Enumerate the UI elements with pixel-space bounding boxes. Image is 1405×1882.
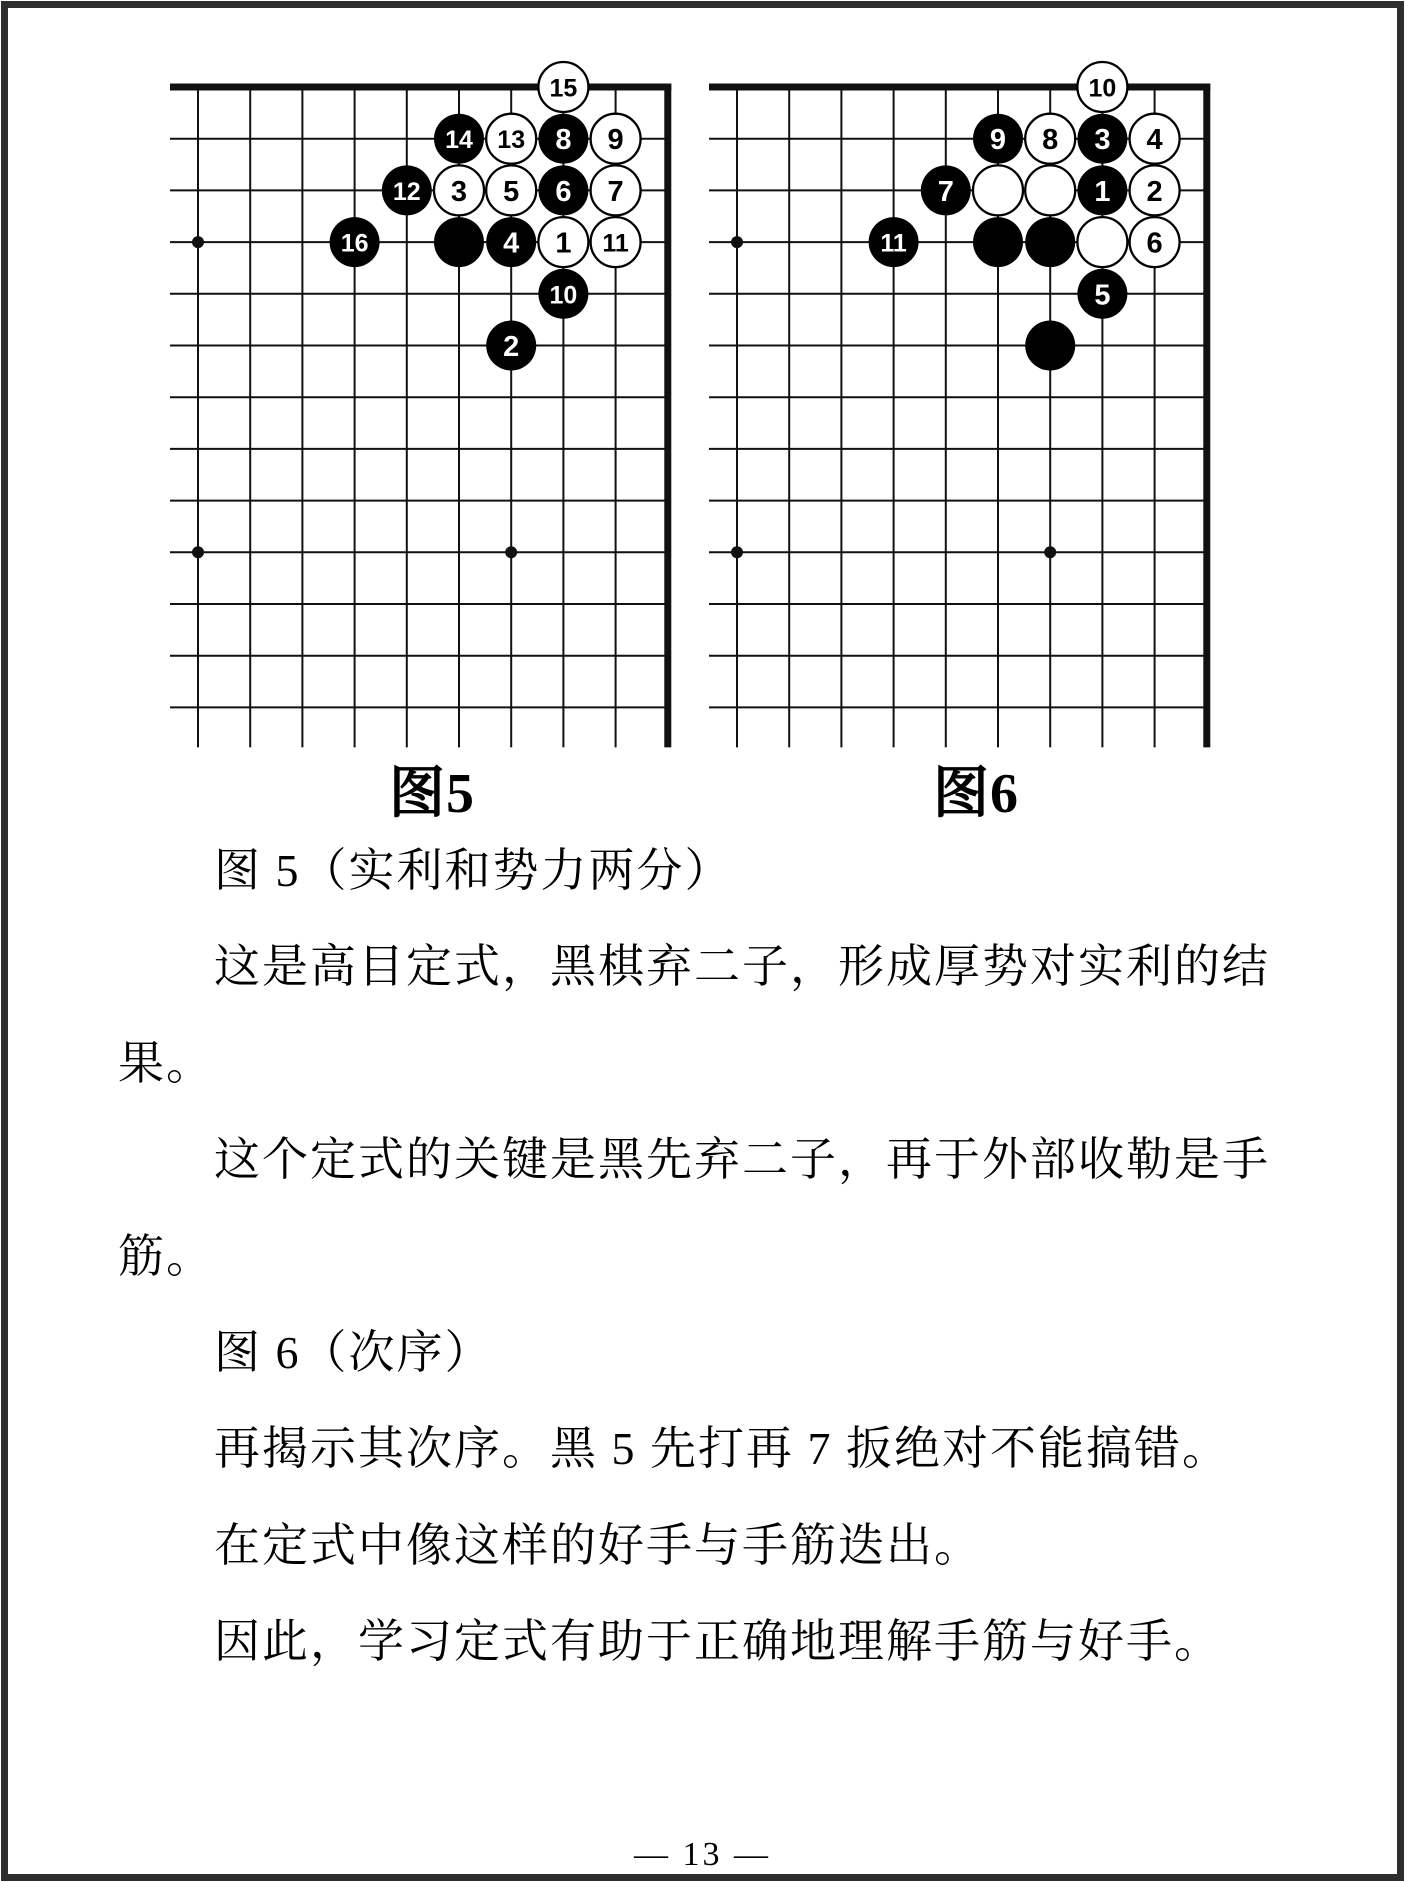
stone-number: 5 <box>503 175 520 208</box>
go-diagram-5 <box>168 57 676 751</box>
body-text-line: 这是高目定式，黑棋弃二子，形成厚势对实利的结 <box>214 941 1270 992</box>
stone-number: 9 <box>607 124 624 157</box>
go-diagram-6 <box>707 57 1215 751</box>
body-text-line: 图 5（实利和势力两分） <box>214 845 733 896</box>
body-text-line: 在定式中像这样的好手与手筋迭出。 <box>214 1520 982 1571</box>
stone-number: 8 <box>1042 124 1059 157</box>
stone-number: 14 <box>445 126 473 155</box>
stone-number: 8 <box>555 124 572 157</box>
go-stone-black-plain <box>1025 320 1075 370</box>
body-text-line: 这个定式的关键是黑先弃二子，再于外部收勒是手 <box>214 1134 1270 1185</box>
stone-number: 1 <box>555 227 572 260</box>
stone-number: 10 <box>549 281 578 310</box>
stone-number: 6 <box>555 175 572 208</box>
diagram-5-caption: 图5 <box>389 763 475 825</box>
body-text-line: 果。 <box>118 1038 214 1089</box>
stone-number: 2 <box>1146 175 1163 208</box>
body-text-line: 筋。 <box>118 1231 214 1282</box>
star-point <box>192 236 204 248</box>
stone-number: 10 <box>1088 74 1117 103</box>
go-stone-white-plain <box>973 165 1023 215</box>
stone-number: 11 <box>880 229 907 258</box>
go-stone-white-plain <box>1077 217 1127 267</box>
stone-number: 11 <box>602 229 629 258</box>
stone-number: 16 <box>340 229 369 258</box>
stone-number: 3 <box>450 175 468 208</box>
stone-number: 4 <box>503 227 520 260</box>
stone-number: 5 <box>1094 279 1111 312</box>
stone-number: 4 <box>1146 124 1163 157</box>
go-stone-black-plain <box>973 217 1023 267</box>
star-point <box>1044 546 1056 558</box>
stone-number: 1 <box>1094 175 1111 208</box>
go-stone-black-plain <box>1025 217 1075 267</box>
stone-number: 2 <box>503 330 520 363</box>
body-text-line: 再揭示其次序。黑 5 先打再 7 扳绝对不能搞错。 <box>214 1423 1230 1474</box>
star-point <box>505 546 517 558</box>
page-number: — 13 — <box>634 1836 771 1873</box>
diagram-6-caption: 图6 <box>933 763 1019 825</box>
star-point <box>731 546 743 558</box>
stone-number: 13 <box>497 126 526 155</box>
go-stone-white-plain <box>1025 165 1075 215</box>
stone-number: 6 <box>1146 227 1163 260</box>
body-text-line: 图 6（次序） <box>214 1327 493 1378</box>
go-stone-black-plain <box>434 217 484 267</box>
stone-number: 7 <box>937 175 954 208</box>
stone-number: 12 <box>392 177 421 206</box>
star-point <box>192 546 204 558</box>
stone-number: 9 <box>989 124 1007 157</box>
star-point <box>731 236 743 248</box>
stone-number: 15 <box>549 74 578 103</box>
stone-number: 3 <box>1094 124 1111 157</box>
body-text-line: 因此，学习定式有助于正确地理解手筋与好手。 <box>214 1616 1222 1667</box>
stone-number: 7 <box>607 175 624 208</box>
